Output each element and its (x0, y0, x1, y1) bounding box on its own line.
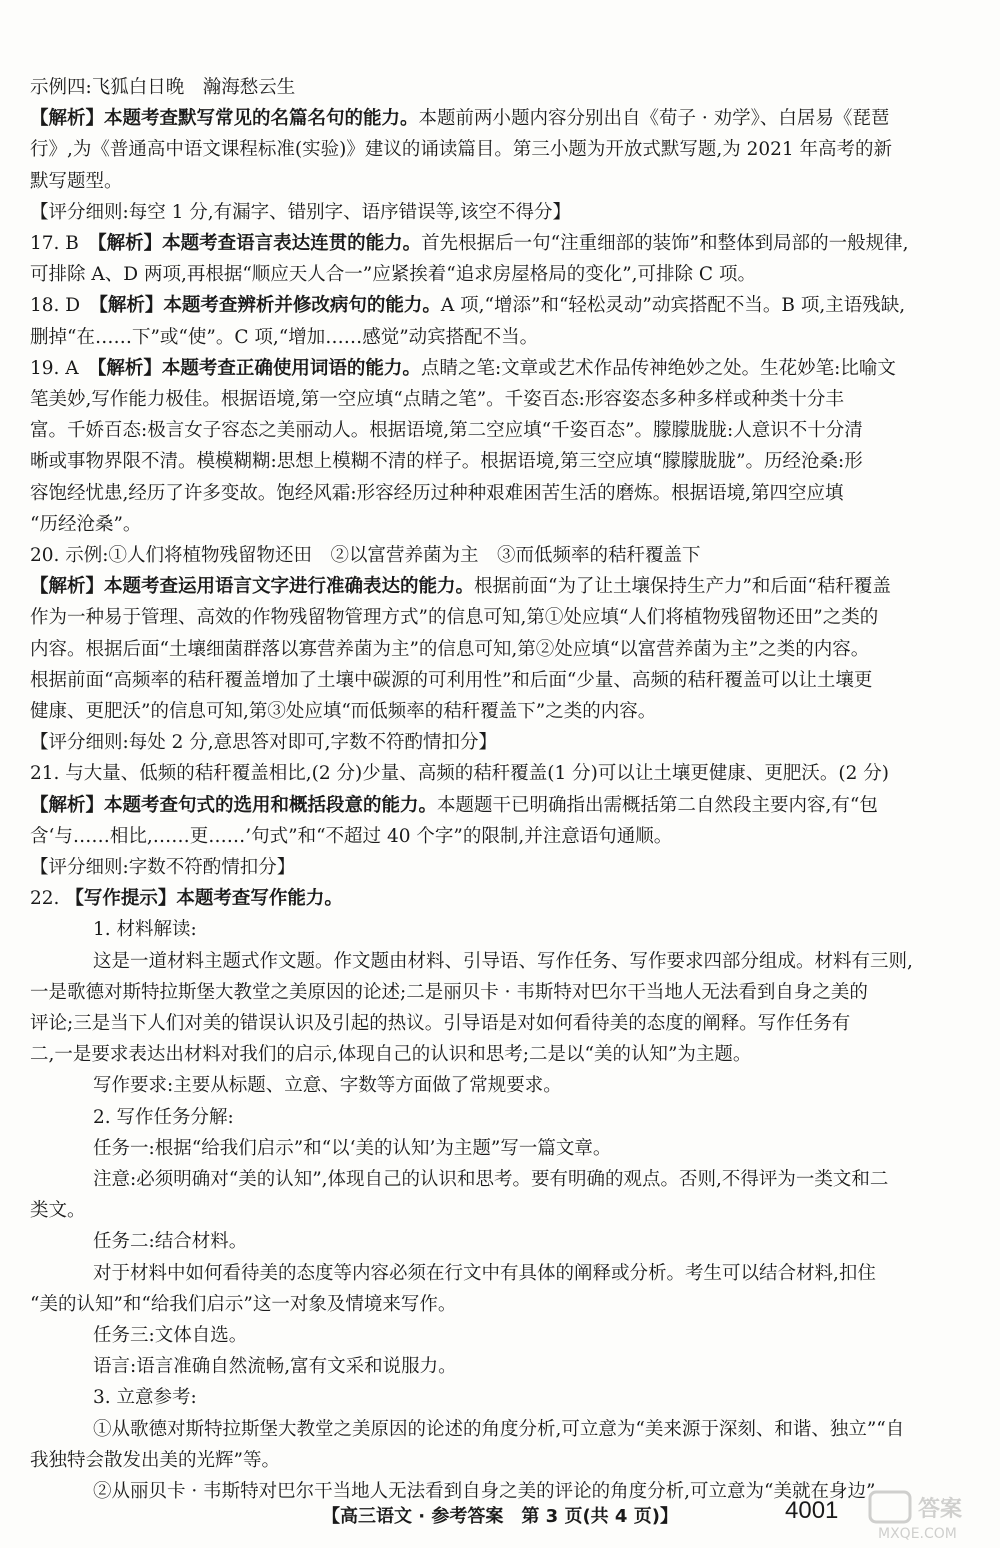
line-text: 写作要求:主要从标题、立意、字数等方面做了常规要求。 (93, 1075, 562, 1097)
text-line (93, 1069, 978, 1103)
bold-heading: 【写作提示】本题考查写作能力。 (65, 888, 343, 910)
text-line (30, 383, 978, 417)
text-line (30, 196, 978, 230)
text-line (93, 1413, 978, 1447)
line-text: “美的认知”和“给我们启示”这一对象及情境来写作。 (30, 1293, 457, 1315)
text-line (30, 289, 978, 323)
page-code: 4001 (785, 1497, 839, 1524)
text-line (30, 695, 978, 729)
text-line (30, 321, 978, 355)
line-text: 根据前面“高频率的秸秆覆盖增加了土壤中碳源的可利用性”和后面“少量、高频的秸秆覆盖可以让土壤更 (30, 669, 873, 691)
line-text: “历经沧桑”。 (30, 513, 142, 535)
line-text: 2. 写作任务分解: (93, 1106, 234, 1128)
line-text: 含‘与……相比,……更……’句式”和“不超过 40 个字”的限制,并注意语句通顺。 (30, 825, 673, 847)
line-text: 任务三:文体自选。 (93, 1325, 248, 1346)
text-line (93, 945, 978, 979)
line-text: 作为一种易于管理、高效的作物残留物管理方式”的信息可知,第①处应填“人们将植物残留物还田”之类的 (30, 607, 879, 629)
line-text: 任务一:根据“给我们启示”和“以‘美的认知’为主题”写一篇文章。 (93, 1137, 612, 1159)
line-text: 可排除 A、D 两项,再根据“顺应天人合一”应紧挨着“追求房屋格局的变化”,可排除 C 项。 (30, 264, 756, 286)
text-line (93, 1132, 978, 1166)
bold-heading: 【解析】本题考查默写常见的名篇名句的能力。 (30, 108, 419, 130)
line-text: 19. A (30, 357, 98, 379)
line-text: 富。千娇百态:极言女子容态之美丽动人。根据语境,第二空应填“千姿百态”。朦朦胧胧:人意识不十分清 (30, 420, 863, 442)
text-line (30, 508, 978, 542)
line-text: ①从歌德对斯特拉斯堡大教堂之美原因的论述的角度分析,可立意为“美来源于深刻、和谐、独立”“自 (93, 1418, 905, 1440)
line-text: 【评分细则:字数不符酌情扣分】 (30, 857, 296, 878)
text-line (30, 352, 978, 386)
text-line (30, 1194, 978, 1228)
watermark-logo-icon (868, 1488, 986, 1542)
line-text: 晰或事物界限不清。模模糊糊:思想上模糊不清的样子。根据语境,第三空应填“朦朦胧胧”。历经沧桑:形 (30, 451, 863, 473)
text-line (93, 913, 978, 947)
text-line (30, 664, 978, 698)
text-line (30, 133, 978, 167)
line-text: A 项,“增添”和“轻松灵动”动宾搭配不当。B 项,主语残缺, (440, 295, 906, 317)
line-text: 18. D (30, 295, 99, 317)
text-line (30, 1444, 978, 1478)
text-line (93, 1101, 978, 1135)
line-text: 示例四:飞狐白日晚 瀚海愁云生 (30, 77, 296, 98)
line-text: 22. (30, 888, 66, 910)
line-text: 类文。 (30, 1200, 86, 1222)
line-text: 【评分细则:每处 2 分,意思答对即可,字数不符酌情扣分】 (30, 732, 498, 754)
text-line (93, 1350, 978, 1384)
text-line (30, 633, 978, 667)
line-text: 【评分细则:每空 1 分,有漏字、错别字、语序错误等,该空不得分】 (30, 201, 572, 223)
text-line (93, 1257, 978, 1291)
line-text: 这是一道材料主题式作文题。作文题由材料、引导语、写作任务、写作要求四部分组成。材料有三则, (93, 950, 913, 972)
bold-heading: 【解析】本题考查句式的选用和概括段意的能力。 (30, 794, 438, 816)
line-text: 首先根据后一句“注重细部的装饰”和整体到局部的一般规律, (421, 233, 909, 254)
line-text: 注意:必须明确对“美的认知”,体现自己的认识和思考。要有明确的观点。否则,不得评为一类文和二 (93, 1169, 889, 1190)
line-text: 我独特会散发出美的光辉”等。 (30, 1449, 280, 1471)
line-text: 笔美妙,写作能力极佳。根据语境,第一空应填“点睛之笔”。千姿百态:形容姿态多种多样或种类十分丰 (30, 389, 844, 410)
text-line (93, 1225, 978, 1259)
text-line (30, 726, 978, 760)
line-text: 20. 示例:①人们将植物残留物还田 ②以富营养菌为主 ③而低频率的秸秆覆盖下 (30, 545, 701, 566)
text-line (30, 539, 978, 573)
line-text: 对于材料中如何看待美的态度等内容必须在行文中有具体的阐释或分析。考生可以结合材料,扣住 (93, 1262, 876, 1284)
text-line (93, 1319, 978, 1353)
text-line (30, 227, 978, 261)
line-text: 二,一是要求表达出材料对我们的启示,体现自己的认识和思考;二是以“美的认知”为主题。 (30, 1044, 752, 1066)
line-text: 1. 材料解读: (93, 919, 197, 941)
line-text: 健康、更肥沃”的信息可知,第③处应填“而低频率的秸秆覆盖下”之类的内容。 (30, 701, 657, 722)
line-text: 删掉“在……下”或“使”。C 项,“增加……感觉”动宾搭配不当。 (30, 326, 539, 348)
line-text: 一是歌德对斯特拉斯堡大教堂之美原因的论述;二是丽贝卡 · 韦斯特对巴尔干当地人无法看到自身之美的 (30, 981, 868, 1003)
text-line (30, 445, 978, 479)
line-text: 17. B (30, 233, 98, 254)
line-text: 行》,为《普通高中语文课程标准(实验)》建议的诵读篇目。第三小题为开放式默写题,为 2021 年高考的新 (30, 139, 893, 161)
text-line (30, 820, 978, 854)
text-line (93, 1381, 978, 1415)
text-line (30, 477, 978, 511)
line-text: 点睛之笔:文章或艺术作品传神绝妙之处。生花妙笔:比喻文 (420, 357, 896, 379)
line-text: 默写题型。 (30, 170, 123, 192)
text-line (30, 71, 978, 105)
line-text: 21. 与大量、低频的秸秆覆盖相比,(2 分)少量、高频的秸秆覆盖(1 分)可以让土壤更健康、更肥沃。(2 分) (30, 763, 889, 785)
line-text: 语言:语言准确自然流畅,富有文采和说服力。 (93, 1356, 457, 1378)
text-line (93, 1163, 978, 1197)
text-line (30, 165, 978, 199)
bold-heading: 【解析】本题考查语言表达连贯的能力。 (97, 233, 422, 254)
line-text: ②从丽贝卡 · 韦斯特对巴尔干当地人无法看到自身之美的评论的角度分析,可立意为“美就在身边” (93, 1481, 876, 1502)
line-text: 内容。根据后面“土壤细菌群落以寡营养菌为主”的信息可知,第②处应填“以富营养菌为主”之类的内容。 (30, 638, 870, 660)
line-text: 容饱经忧患,经历了许多变故。饱经风霜:形容经历过种种艰难困苦生活的磨炼。根据语境,第四空应填 (30, 482, 844, 504)
text-line (30, 1288, 978, 1322)
text-line (30, 976, 978, 1010)
text-line (30, 570, 978, 604)
svg-text:答案: 答案 (918, 1497, 963, 1522)
text-line (30, 1007, 978, 1041)
text-line (30, 414, 978, 448)
line-text: 任务二:结合材料。 (93, 1231, 248, 1253)
svg-text:MXQE.COM: MXQE.COM (878, 1526, 957, 1542)
line-text: 本题题干已明确指出需概括第二自然段主要内容,有“包 (437, 794, 878, 816)
text-line (30, 882, 978, 916)
page-footer: 【高三语文 · 参考答案 第 3 页(共 4 页)】 (322, 1506, 678, 1527)
text-line (30, 102, 978, 136)
line-text: 评论;三是当下人们对美的错误认识及引起的热议。引导语是对如何看待美的态度的阐释。写作任务有 (30, 1013, 851, 1034)
line-text: 3. 立意参考: (93, 1387, 197, 1409)
text-line (30, 1038, 978, 1072)
line-text: 本题前两小题内容分别出自《荀子 · 劝学》、白居易《琵琶 (418, 108, 890, 130)
text-line (30, 851, 978, 885)
bold-heading: 【解析】本题考查运用语言文字进行准确表达的能力。 (30, 576, 475, 598)
bold-heading: 【解析】本题考查正确使用词语的能力。 (97, 357, 421, 379)
text-line (30, 258, 978, 292)
text-line (30, 757, 978, 791)
bold-heading: 【解析】本题考查辨析并修改病句的能力。 (98, 295, 441, 317)
text-line (30, 601, 978, 635)
line-text: 根据前面“为了让土壤保持生产力”和后面“秸秆覆盖 (474, 576, 891, 598)
text-line (30, 789, 978, 823)
